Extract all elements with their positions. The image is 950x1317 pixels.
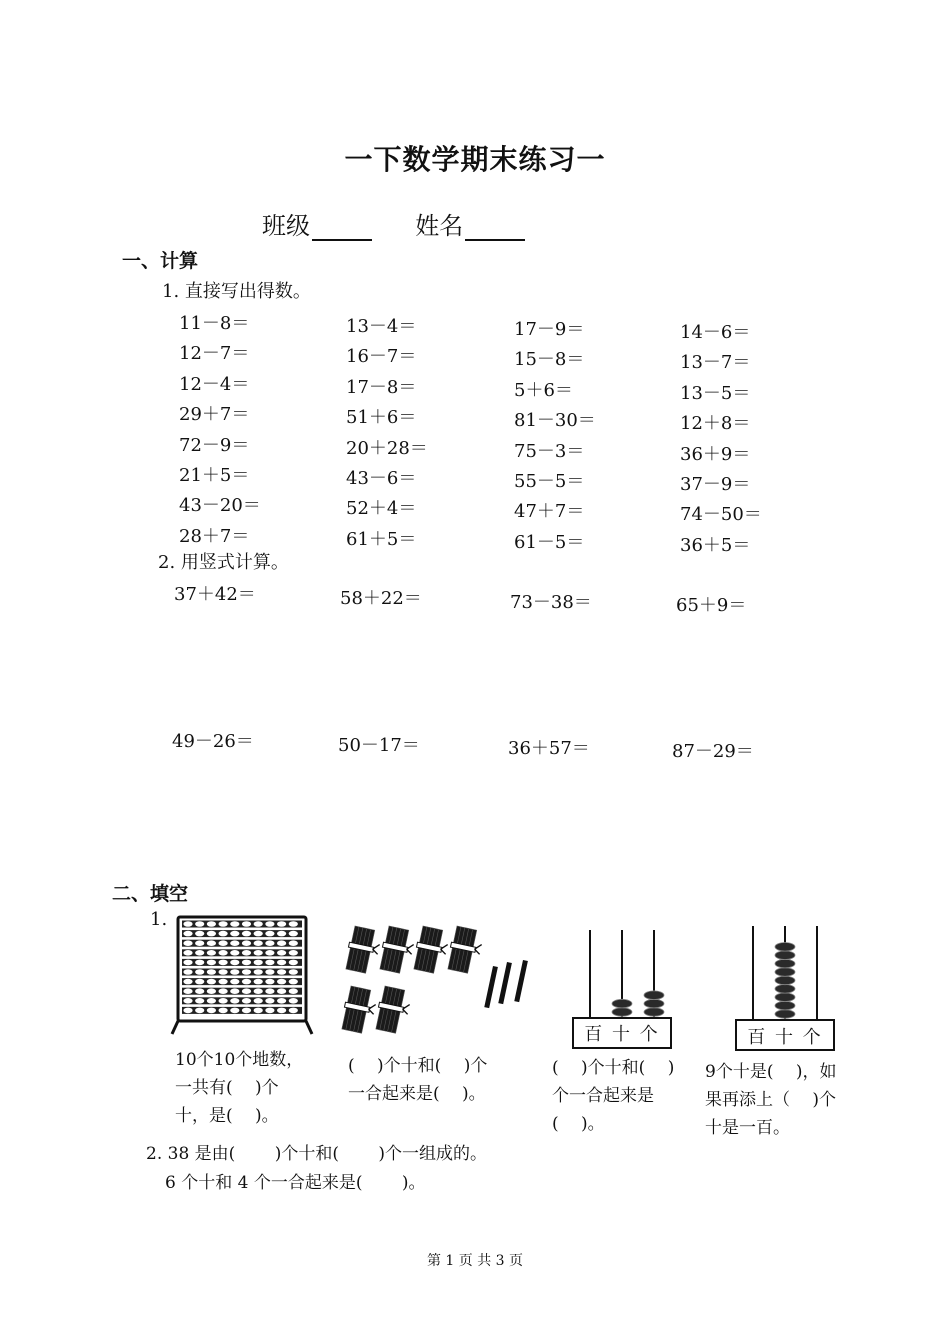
q1c-text (552, 1054, 674, 1138)
q1a-line: 10个10个地数， (175, 1050, 304, 1070)
rack-bead (183, 931, 192, 937)
ten-stick-bundle (340, 986, 378, 1035)
math-problem: 75－3＝ (514, 440, 585, 462)
abacus-1-place-labels: 百 十 个 (584, 1024, 660, 1045)
math-problem: 55－5＝ (514, 471, 585, 492)
ten-stick-bundle (344, 926, 382, 975)
math-problem: 13－7＝ (680, 352, 751, 374)
math-problem: 43－20＝ (179, 495, 261, 517)
rack-bead (265, 950, 274, 956)
stick-bundles-image (345, 922, 545, 1042)
rack-bead (242, 950, 251, 956)
rack-bead (207, 988, 216, 994)
rack-bead (242, 960, 251, 966)
single-stick (498, 962, 512, 1004)
rack-bead (242, 998, 251, 1004)
vertical-problem: 65＋9＝ (676, 595, 747, 616)
rack-bead (277, 1008, 286, 1014)
rack-bead (183, 1008, 192, 1014)
math-problem: 81－30＝ (514, 410, 596, 432)
vertical-problem: 49－26＝ (172, 731, 254, 752)
rack-bead (183, 969, 192, 975)
rack-bead (289, 998, 298, 1004)
rack-bead (289, 969, 298, 975)
rack-bead (207, 1008, 216, 1014)
q1a-text (175, 1046, 303, 1130)
single-stick (484, 966, 498, 1008)
section2-heading: 二、填空 (112, 883, 189, 905)
vertical-problem: 37＋42＝ (174, 584, 256, 605)
rack-bead (254, 1008, 263, 1014)
rack-bead (230, 960, 239, 966)
q1d-line: 9个十是( )，如 (705, 1062, 837, 1082)
rack-bead (265, 998, 274, 1004)
abacus-bead (775, 993, 795, 1002)
ten-stick-bundle (374, 986, 412, 1035)
rack-bead (183, 950, 192, 956)
rack-bead (230, 921, 239, 927)
rack-bead (265, 969, 274, 975)
math-problem: 13－5＝ (680, 382, 751, 404)
rack-bead (265, 988, 274, 994)
rack-bead (207, 960, 216, 966)
ten-stick-bundle (378, 926, 416, 975)
class-label: 班级 (262, 212, 310, 240)
rack-bead (242, 979, 251, 985)
rack-bead (207, 969, 216, 975)
math-problem: 15－8＝ (514, 349, 585, 371)
rack-bead (254, 998, 263, 1004)
vertical-problem: 36＋57＝ (508, 738, 590, 759)
math-problem: 12－4＝ (179, 373, 250, 395)
rack-bead (254, 940, 263, 946)
rack-bead (183, 940, 192, 946)
q1-number: 1. (150, 909, 168, 930)
rack-bead (195, 969, 204, 975)
math-problem: 20＋28＝ (346, 437, 428, 459)
math-problem: 29＋7＝ (179, 404, 250, 426)
abacus-bead (644, 991, 664, 1000)
rack-bead (289, 960, 298, 966)
rack-bead (230, 988, 239, 994)
rack-bead (277, 988, 286, 994)
abacus-bead (775, 968, 795, 977)
name-label: 姓名 (415, 212, 464, 240)
ten-stick-bundle (412, 926, 450, 975)
rack-bead (254, 931, 263, 937)
rack-bead (289, 950, 298, 956)
page-footer: 第 1 页 共 3 页 (426, 1253, 524, 1269)
rack-bead (195, 940, 204, 946)
bead-rack-image (172, 914, 312, 1036)
rack-bead (219, 988, 228, 994)
student-info-row (262, 206, 525, 241)
rack-bead (254, 988, 263, 994)
rack-bead (277, 921, 286, 927)
rack-bead (242, 940, 251, 946)
math-problem: 37－9＝ (680, 474, 751, 495)
rack-bead (183, 921, 192, 927)
rack-bead (277, 969, 286, 975)
rack-bead (230, 1008, 239, 1014)
abacus-bead (775, 976, 795, 985)
rack-bead (219, 931, 228, 937)
math-problem: 74－50＝ (680, 504, 762, 526)
rack-bead (183, 960, 192, 966)
q1c-line: ( )个十和( ) (552, 1058, 675, 1078)
q1c-line: 个一合起来是 (552, 1086, 654, 1106)
q1a-line: 十，是( )。 (175, 1106, 279, 1126)
math-problem: 61－5＝ (514, 531, 585, 553)
math-problem: 51＋6＝ (346, 407, 417, 429)
rack-bead (289, 940, 298, 946)
math-problem: 72－9＝ (179, 434, 250, 456)
rack-bead (195, 960, 204, 966)
math-problem: 5＋6＝ (514, 379, 573, 401)
vertical-problem: 58＋22＝ (340, 588, 422, 609)
rack-bead (265, 979, 274, 985)
rack-bead (230, 979, 239, 985)
rack-bead (183, 998, 192, 1004)
rack-bead (195, 979, 204, 985)
rack-bead (277, 960, 286, 966)
rack-bead (289, 921, 298, 927)
rack-bead (254, 960, 263, 966)
math-problem: 16－7＝ (346, 346, 417, 368)
rack-bead (219, 940, 228, 946)
rack-bead (242, 1008, 251, 1014)
math-problem: 52＋4＝ (346, 498, 417, 520)
abacus-2-place-labels: 百 十 个 (747, 1027, 823, 1048)
q1b-line: ( )个十和( )个 (348, 1056, 488, 1076)
rack-bead (265, 921, 274, 927)
abacus-bead (775, 985, 795, 994)
rack-bead (254, 979, 263, 985)
q1c-line: ( )。 (552, 1114, 605, 1134)
math-problem: 17－8＝ (346, 376, 417, 398)
rack-bead (254, 921, 263, 927)
rack-bead (230, 969, 239, 975)
abacus-bead (775, 951, 795, 960)
rack-bead (207, 921, 216, 927)
math-problem: 12－7＝ (179, 343, 250, 365)
rack-bead (219, 1008, 228, 1014)
rack-bead (219, 960, 228, 966)
rack-bead (242, 988, 251, 994)
rack-bead (277, 998, 286, 1004)
math-problem: 43－6＝ (346, 468, 417, 489)
math-problem: 17－9＝ (514, 319, 585, 340)
rack-bead (289, 1008, 298, 1014)
math-problem: 61＋5＝ (346, 528, 417, 550)
rack-bead (230, 950, 239, 956)
rack-bead (195, 1008, 204, 1014)
rack-bead (230, 940, 239, 946)
rack-bead (289, 979, 298, 985)
math-problem: 11－8＝ (179, 313, 250, 334)
page-title: 一下数学期末练习一 (344, 143, 606, 176)
class-blank[interactable] (312, 217, 372, 241)
rack-bead (195, 931, 204, 937)
rack-bead (207, 979, 216, 985)
abacus-bead (612, 1008, 632, 1017)
rack-bead (219, 969, 228, 975)
rack-bead (195, 988, 204, 994)
vertical-problem: 87－29＝ (672, 741, 754, 762)
rack-bead (195, 998, 204, 1004)
q1d-text (705, 1058, 836, 1142)
q1d-line: 果再添上（ )个 (705, 1090, 837, 1110)
rack-bead (207, 940, 216, 946)
rack-bead (265, 960, 274, 966)
rack-bead (265, 931, 274, 937)
q2-line-2: 6 个十和 4 个一合起来是( )。 (165, 1173, 426, 1193)
rack-bead (254, 969, 263, 975)
section1-heading: 一、计算 (122, 250, 199, 272)
math-problem: 21＋5＝ (179, 465, 250, 486)
abacus-bead (644, 1008, 664, 1017)
single-stick (514, 960, 528, 1002)
rack-bead (219, 921, 228, 927)
q1b-line: 一合起来是( )。 (348, 1084, 486, 1104)
rack-bead (230, 931, 239, 937)
rack-bead (219, 950, 228, 956)
vertical-problem: 73－38＝ (510, 592, 592, 613)
abacus-bead (775, 943, 795, 952)
abacus-bead (644, 999, 664, 1008)
rack-bead (207, 998, 216, 1004)
math-problem: 13－4＝ (346, 316, 417, 337)
abacus-bead (775, 1001, 795, 1010)
rack-bead (183, 988, 192, 994)
rack-bead (265, 1008, 274, 1014)
rack-bead (242, 921, 251, 927)
math-problem: 12＋8＝ (680, 413, 751, 435)
math-problem: 47＋7＝ (514, 501, 585, 523)
rack-bead (207, 931, 216, 937)
math-problem: 36＋9＝ (680, 443, 751, 465)
rack-bead (219, 998, 228, 1004)
q1b-text (348, 1052, 487, 1108)
rack-bead (195, 950, 204, 956)
q1a-line: 一共有( )个 (175, 1078, 279, 1098)
rack-bead (183, 979, 192, 985)
math-problem: 36＋5＝ (680, 534, 751, 556)
rack-bead (219, 979, 228, 985)
math-problem: 14－6＝ (680, 322, 751, 343)
part1-instruction: 1. 直接写出得数。 (162, 281, 311, 302)
rack-bead (277, 931, 286, 937)
ten-stick-bundle (446, 926, 484, 975)
abacus-bead (775, 959, 795, 968)
math-problem: 28＋7＝ (179, 525, 250, 547)
rack-bead (230, 998, 239, 1004)
q2-line-1: 2. 38 是由( )个十和( )个一组成的。 (146, 1144, 487, 1164)
rack-bead (242, 969, 251, 975)
rack-bead (277, 940, 286, 946)
vertical-problem: 50－17＝ (338, 735, 420, 756)
abacus-bead (612, 999, 632, 1008)
rack-bead (265, 940, 274, 946)
rack-bead (277, 979, 286, 985)
abacus-bead (775, 1010, 795, 1019)
rack-bead (242, 931, 251, 937)
rack-bead (289, 931, 298, 937)
rack-bead (289, 988, 298, 994)
rack-bead (195, 921, 204, 927)
rack-bead (254, 950, 263, 956)
part2-instruction: 2. 用竖式计算。 (158, 552, 289, 573)
q1d-line: 十是一百。 (705, 1118, 790, 1138)
name-blank[interactable] (465, 217, 525, 241)
rack-bead (277, 950, 286, 956)
rack-bead (207, 950, 216, 956)
